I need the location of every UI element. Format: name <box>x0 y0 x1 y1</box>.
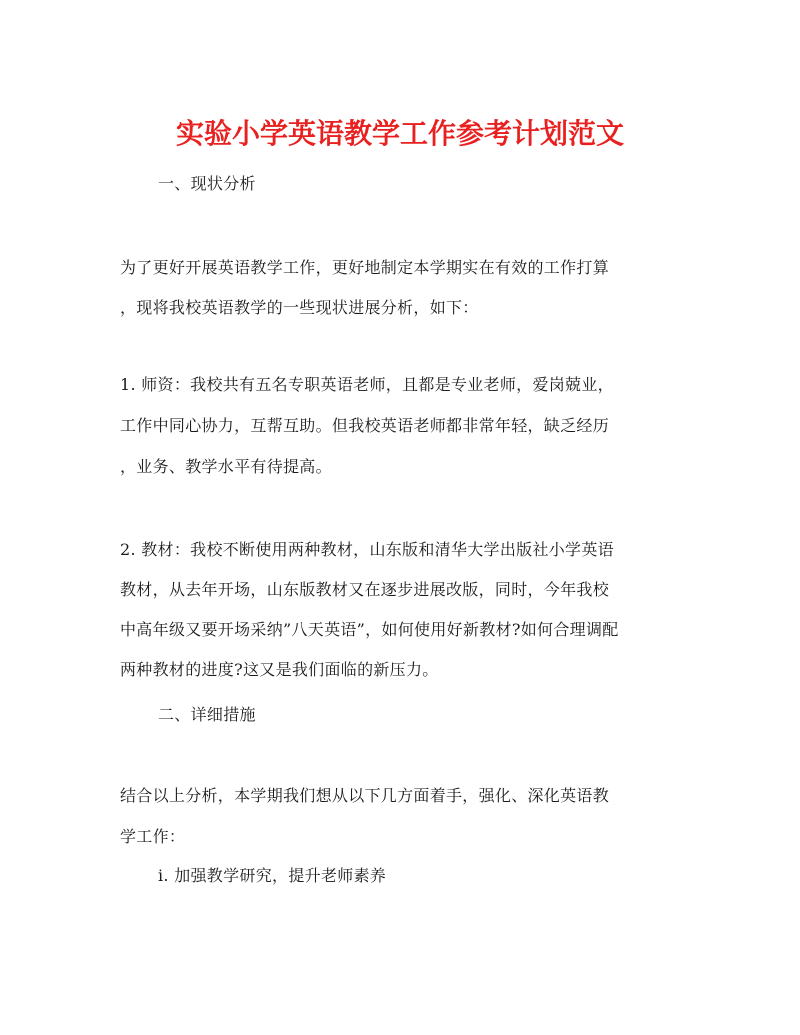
paragraph-teachers-line-3: ，业务、教学水平有待提高。 <box>120 457 332 476</box>
paragraph-textbooks-line-1: 2. 教材：我校不断使用两种教材，山东版和清华大学出版社小学英语 <box>120 540 614 559</box>
paragraph-measures-line-2: 学工作： <box>120 827 186 846</box>
paragraph-textbooks-line-3: 中高年级又要开场采纳”八天英语”，如何使用好新教材?如何合理调配 <box>120 620 619 639</box>
paragraph-intro-line-1: 为了更好开展英语教学工作，更好地制定本学期实在有效的工作打算 <box>120 258 610 277</box>
paragraph-textbooks-line-2: 教材，从去年开场，山东版教材又在逐步进展改版，同时，今年我校 <box>120 580 610 599</box>
section-heading-status: 一、现状分析 <box>158 174 256 193</box>
paragraph-textbooks-line-4: 两种教材的进度?这又是我们面临的新压力。 <box>120 660 439 679</box>
paragraph-intro-line-2: ，现将我校英语教学的一些现状进展分析，如下： <box>120 298 479 317</box>
list-item-1: i. 加强教学研究，提升老师素养 <box>158 866 387 885</box>
document-title: 实验小学英语教学工作参考计划范文 <box>175 117 624 150</box>
section-heading-measures: 二、详细措施 <box>158 705 256 724</box>
paragraph-measures-line-1: 结合以上分析，本学期我们想从以下几方面着手，强化、深化英语教 <box>120 786 610 805</box>
paragraph-teachers-line-2: 工作中同心协力，互帮互助。但我校英语老师都非常年轻，缺乏经历 <box>120 416 610 435</box>
paragraph-teachers-line-1: 1. 师资：我校共有五名专职英语老师，且都是专业老师，爱岗兢业， <box>120 375 614 394</box>
